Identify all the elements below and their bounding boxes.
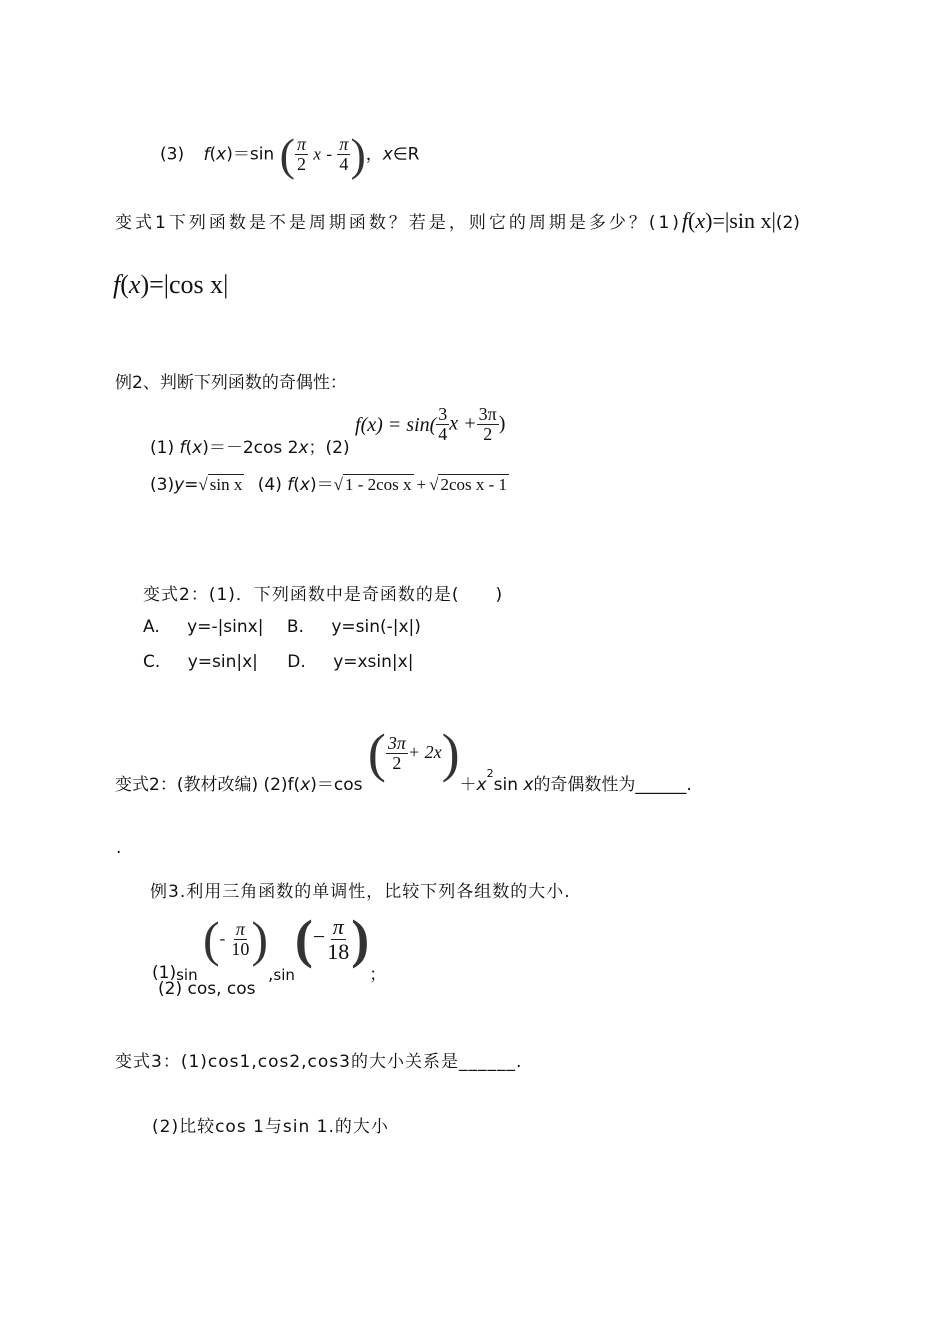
option-b-expr: y=sin(-|x|) [331, 617, 421, 637]
f1: f [681, 208, 689, 233]
sqrt-1: 1 - 2cos x [344, 475, 412, 494]
frac-pi-2: $\frac{\pi}{2}$ [296, 134, 306, 174]
variant-1-line: 变式1下列函数是不是周期函数？若是，则它的周期是多少？(1)f(x)=|sin x|(2) [115, 208, 800, 233]
option-c-expr: y=sin|x| [187, 652, 258, 672]
frac-3pi-2: $\frac{3\pi}{2}$ [478, 404, 497, 444]
option-d-expr: y=xsin|x| [333, 652, 414, 672]
sqrt-sign: √ [198, 475, 208, 494]
f-sin: f(x) = sin( [355, 414, 437, 437]
label-2: (2) [775, 213, 800, 233]
option-d-letter: D. [287, 652, 306, 672]
variant-3-part-2: (2)比较cos 1与sin 1.的大小 [152, 1117, 389, 1137]
paren-open: ( [279, 129, 295, 180]
abs-sin: =|sin x| [712, 208, 776, 233]
sqrt-sin-x: sin x [209, 475, 243, 494]
example-2-row-1: (1) f(x)＝－2cos 2x；(2) f(x) = sin( $\frac{3}{4}$ x + $\frac{3\pi}{2}$ ) [150, 404, 506, 459]
option-b-letter: B. [286, 617, 304, 637]
frac-pi-10: $\frac{\pi}{10}$ [231, 918, 250, 959]
func-var: x [216, 144, 227, 165]
example-2-row-2: (3)y=√ sin x (4) f(x)＝√ 1 - 2cos x + √ 2cos x - 1 [150, 475, 508, 495]
frac-3pi-2: $\frac{3\pi}{2}$ [387, 732, 406, 773]
func-name: f [203, 144, 210, 165]
option-row-ab [143, 617, 421, 637]
variant-2-title: 变式2：(1)．下列函数中是奇函数的是( ) [143, 585, 504, 605]
sqrt-2: 2cos x - 1 [440, 475, 508, 494]
frac-pi-4: $\frac{\pi}{4}$ [339, 134, 349, 174]
minus: - [326, 144, 332, 164]
option-a-letter: A. [143, 617, 160, 637]
example-3-title: 例3.利用三角函数的单调性，比较下列各组数的大小. [150, 882, 571, 902]
x-var: x [313, 144, 321, 164]
variant-2b-line: 变式2：(教材改编) (2)f(x)＝cos ( $\frac{3\pi}{2}$ + $2x)+x^2\sin$ x的奇偶数性为______. [115, 723, 692, 795]
part-4: (4) [257, 475, 282, 495]
part-3-line: (3) f(x)＝sin ( $\frac{\pi}{2}$ x - $\frac{\pi}{4}$ )，x∈R [160, 129, 420, 180]
part-3-label: (3) [160, 144, 185, 165]
frac-pi-18: $\frac{\pi}{18}$ [327, 914, 350, 964]
frac-3-4: $\frac{3}{4}$ [438, 404, 448, 444]
in-R: ∈R [392, 144, 420, 165]
x-var: x [382, 144, 393, 165]
option-c-letter: C. [143, 652, 161, 672]
parity-blank: 的奇偶数性为______. [533, 775, 692, 795]
variant-1-text: 变式1下列函数是不是周期函数？若是，则它的周期是多少？(1) [115, 213, 682, 233]
part-1: (1) [150, 438, 175, 459]
variant-3-line: 变式3：(1)cos1,cos2,cos3的大小关系是______. [115, 1052, 523, 1072]
paren-close: ) [350, 129, 366, 180]
option-a-expr: y=-|sinx| [187, 617, 264, 637]
part-3: (3) [150, 475, 175, 495]
equals-sin: ＝sin [232, 144, 275, 165]
example-2-title: 例2、判断下列函数的奇偶性： [115, 373, 347, 393]
variant-1-cos: f(x)=|cos x| [113, 270, 229, 299]
option-row-cd [143, 652, 413, 672]
example-3-row-2: (2) cos, cos [158, 979, 256, 999]
example-3-row-1: (1)sin (- $\frac{\pi}{10}$ ),sin(− $\frac{\pi}{18}$ )； [152, 909, 387, 985]
comma: ， [365, 144, 383, 165]
stray-dot: · [116, 843, 122, 863]
